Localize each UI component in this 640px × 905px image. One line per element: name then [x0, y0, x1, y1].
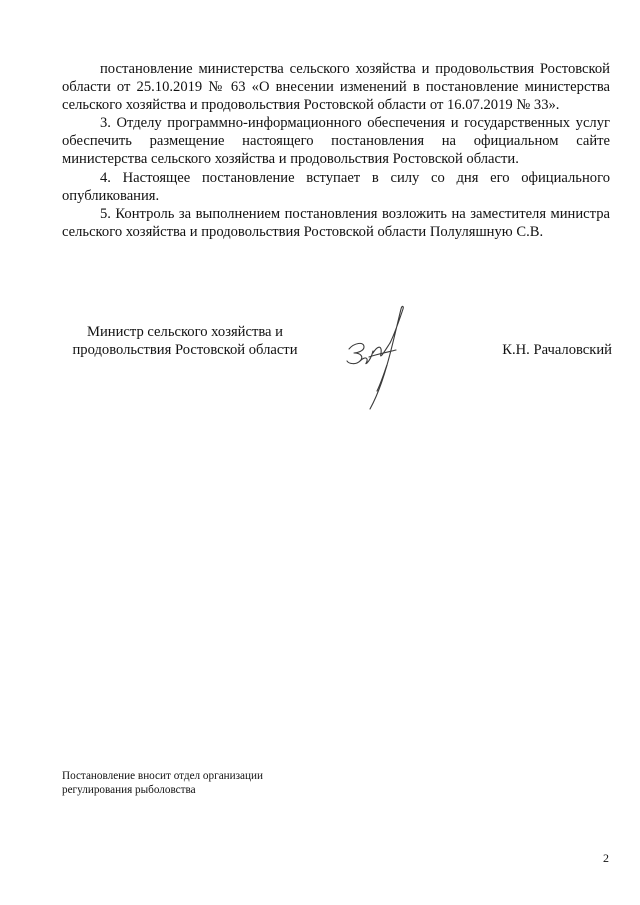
signer-position-line-2: продовольствия Ростовской области: [72, 342, 298, 358]
document-body: [62, 60, 610, 241]
handwritten-signature: [340, 303, 420, 415]
footer-note-line-1: Постановление вносит отдел организации: [62, 770, 263, 782]
paragraph-item-4: 4. Настоящее постановление вступает в силу со дня его официального опубликования.: [62, 169, 610, 204]
signer-name: К.Н. Рачаловский: [502, 342, 612, 358]
paragraph-item-3: 3. Отделу программно-информационного обеспечения и государственных услуг обеспечить размещение настоящего постановления на официальном сайте министерства сельского хозяйства и продовольствия Ростовской области.: [62, 115, 610, 168]
signer-position-line-1: Министр сельского хозяйства и: [87, 324, 283, 340]
page-number: 2: [603, 851, 609, 865]
paragraph-continuation: постановление министерства сельского хозяйства и продовольствия Ростовской области от 25.10.2019 № 63 «О внесении изменений в постановление министерства сельского хозяйства и продовольствия Ростовской области от 16.07.2019 № 33».: [62, 61, 610, 114]
footer-note: [62, 769, 263, 797]
paragraph-item-5: 5. Контроль за выполнением постановления возложить на заместителя министра сельского хозяйства и продовольствия Ростовской области Полуляшную С.В.: [62, 205, 610, 240]
signer-position: [62, 323, 308, 359]
footer-note-line-2: регулирования рыболовства: [62, 784, 196, 796]
